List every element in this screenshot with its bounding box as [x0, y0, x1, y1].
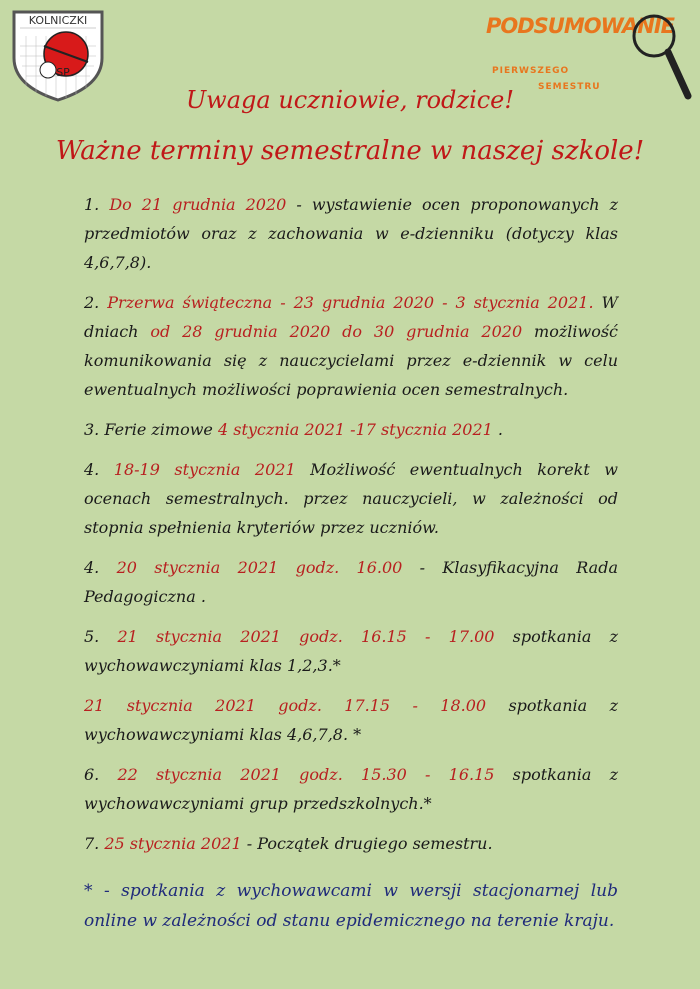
item-4	[84, 455, 618, 542]
item-date: Do 21 grudnia 2020	[109, 195, 287, 214]
item-date: 22 stycznia 2021 godz. 15.30 - 16.15	[117, 765, 495, 784]
item-text: - Początek drugiego semestru.	[241, 834, 493, 853]
item-date: 20 stycznia 2021 godz. 16.00	[116, 558, 403, 577]
item-text-2: możliwość komunikowania się z nauczycielami przez e-dziennik w celu ewentualnych możliwości poprawienia ocen semestralnych.	[84, 322, 618, 399]
item-3	[84, 415, 618, 444]
item-text: W dniach	[84, 293, 618, 341]
item-1	[84, 190, 618, 277]
item-text: spotkania z wychowawczyniami grup przedszkolnych.*	[84, 765, 618, 813]
item-num: 1.	[84, 195, 110, 214]
item-text: Możliwość ewentualnych korekt w ocenach semestralnych. przez nauczycieli, w zależności od stopnia spełnienia kryteriów przez uczniów.	[84, 460, 619, 537]
item-num: 5.	[84, 627, 118, 646]
item-text: spotkania z wychowawczyniami klas 4,6,7,8. *	[84, 696, 618, 744]
item-text: .	[492, 420, 504, 439]
item-date: Przerwa świąteczna - 23 grudnia 2020 - 3 stycznia 2021.	[107, 293, 594, 312]
heading-line1: Uwaga uczniowie, rodzice!	[185, 86, 515, 114]
item-num: 3. Ferie zimowe	[84, 420, 218, 439]
item-2	[84, 288, 618, 404]
item-5	[84, 553, 618, 611]
item-num: 4.	[84, 460, 114, 479]
item-num: 4.	[84, 558, 117, 577]
item-num: 2.	[84, 293, 108, 312]
item-date: 21 stycznia 2021 godz. 16.15 - 17.00	[117, 627, 495, 646]
item-date: 18-19 stycznia 2021	[113, 460, 296, 479]
heading-line2: Ważne terminy semestralne w naszej szkole!	[55, 136, 645, 166]
logo-badge: SP	[56, 66, 70, 79]
item-date: 21 stycznia 2021 godz. 17.15 - 18.00	[84, 696, 487, 715]
item-9	[84, 829, 618, 858]
summary-line1: PIERWSZEGO	[492, 66, 570, 76]
item-date: 4 stycznia 2021 -17 stycznia 2021	[217, 420, 493, 439]
content	[84, 190, 618, 947]
item-text: - Klasyfikacyjna Rada Pedagogiczna .	[84, 558, 618, 606]
logo-text: KOLNICZKI	[28, 14, 88, 27]
item-num: 7.	[84, 834, 105, 853]
item-8	[84, 760, 618, 818]
item-num: 6.	[84, 765, 118, 784]
item-date-2: od 28 grudnia 2020 do 30 grudnia 2020	[150, 322, 523, 341]
item-6	[84, 622, 618, 680]
summary-title: PODSUMOWANIE	[486, 14, 675, 38]
footnote: * - spotkania z wychowawcami w wersji stacjonarnej lub online w zależności od stanu epidemicznego na terenie kraju.	[84, 881, 618, 931]
item-date: 25 stycznia 2021	[104, 834, 242, 853]
item-7	[84, 691, 618, 749]
item-text: - wystawienie ocen proponowanych z przedmiotów oraz z zachowania w e-dzienniku (dotyczy klas 4,6,7,8).	[84, 195, 618, 272]
item-text: spotkania z wychowawczyniami klas 1,2,3.*	[84, 627, 618, 675]
summary-line2: SEMESTRU	[538, 82, 601, 92]
